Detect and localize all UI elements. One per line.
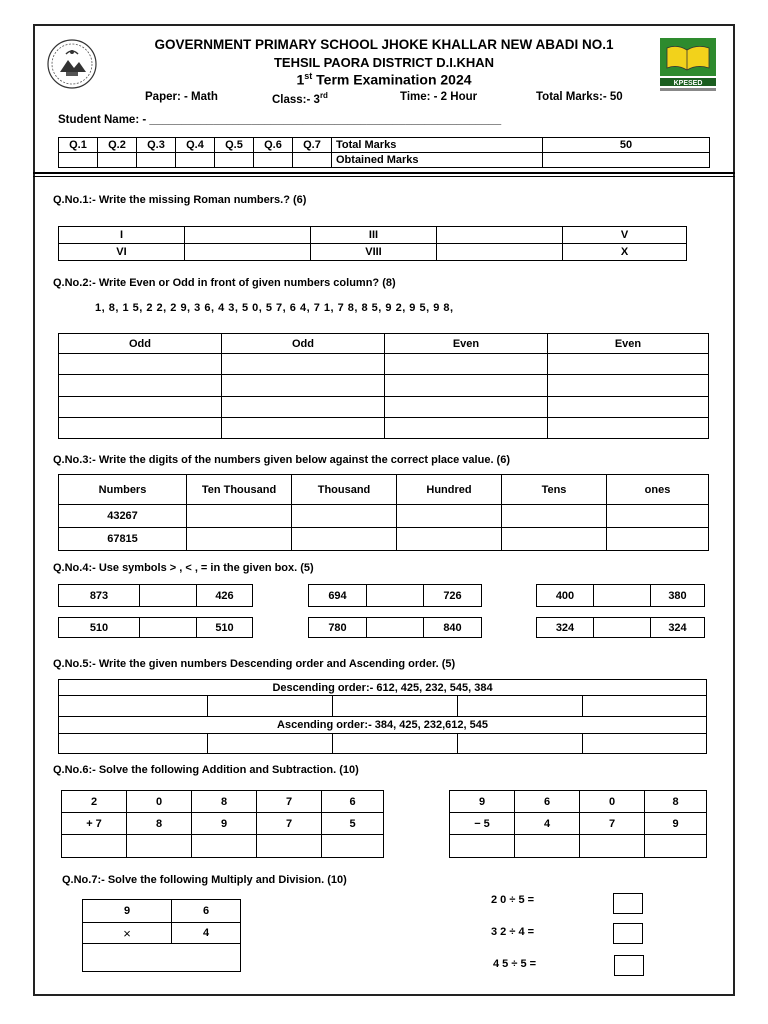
roman-cell: X [563, 244, 687, 261]
multiply-table [82, 899, 241, 972]
answer-cell[interactable] [502, 505, 607, 528]
compare-left: 873 [59, 585, 140, 607]
compare-left: 780 [309, 618, 367, 638]
digit-cell: 8 [127, 813, 192, 835]
digit-cell: 4 [515, 813, 580, 835]
svg-text:KPESED: KPESED [673, 80, 703, 87]
obtained-marks-label: Obtained Marks [332, 153, 543, 168]
digit-cell: 6 [515, 791, 580, 813]
answer-cell[interactable] [192, 835, 257, 858]
answer-cell[interactable] [127, 835, 192, 858]
answer-cell[interactable] [385, 397, 548, 418]
digit-cell: 7 [257, 813, 322, 835]
answer-cell[interactable] [385, 418, 548, 439]
division-answer-box[interactable] [613, 923, 643, 944]
roman-cell: V [563, 227, 687, 244]
total-marks-label: Total Marks:- 50 [536, 91, 623, 103]
q-header: Q.5 [215, 138, 254, 153]
q3-title: Q.No.3:- Write the digits of the numbers given below against the correct place value. (6) [53, 454, 510, 466]
compare-left: 694 [309, 585, 367, 607]
answer-cell[interactable] [59, 734, 208, 754]
answer-cell[interactable] [458, 734, 583, 754]
q6-title: Q.No.6:- Solve the following Addition and Subtraction. (10) [53, 764, 359, 776]
digit-cell: 4 [172, 923, 241, 944]
answer-cell[interactable] [583, 734, 707, 754]
answer-cell[interactable] [645, 835, 707, 858]
digit-cell: 6 [322, 791, 384, 813]
compare-right: 840 [424, 618, 482, 638]
compare-box [308, 617, 482, 638]
q-marks-cell[interactable] [59, 153, 98, 168]
column-header: Thousand [292, 475, 397, 505]
digit-cell: 0 [127, 791, 192, 813]
student-name-field[interactable]: Student Name: - _______________________________________________________ [58, 114, 502, 126]
compare-right: 426 [197, 585, 253, 607]
digit-cell: 8 [645, 791, 707, 813]
answer-cell[interactable] [187, 528, 292, 551]
answer-cell[interactable] [548, 375, 709, 397]
answer-cell[interactable] [583, 696, 707, 717]
q2-numbers: 1, 8, 1 5, 2 2, 2 9, 3 6, 4 3, 5 0, 5 7, 6 4, 7 1, 7 8, 8 5, 9 2, 9 5, 9 8, [95, 302, 454, 314]
answer-cell[interactable] [292, 528, 397, 551]
marks-table [58, 137, 710, 168]
column-header: Hundred [397, 475, 502, 505]
compare-box [58, 617, 253, 638]
answer-cell[interactable] [187, 505, 292, 528]
answer-cell[interactable] [515, 835, 580, 858]
division-answer-box[interactable] [614, 955, 644, 976]
roman-cell: VIII [311, 244, 437, 261]
q2-title: Q.No.2:- Write Even or Odd in front of given numbers column? (8) [53, 277, 396, 289]
digit-cell: 9 [450, 791, 515, 813]
q4-title: Q.No.4:- Use symbols > , < , = in the given box. (5) [53, 562, 314, 574]
total-marks-label: Total Marks [332, 138, 543, 153]
tehsil-name: TEHSIL PAORA DISTRICT D.I.KHAN [273, 55, 495, 70]
column-header: Numbers [59, 475, 187, 505]
roman-cell: III [311, 227, 437, 244]
answer-cell[interactable] [385, 354, 548, 375]
compare-left: 324 [537, 618, 594, 638]
number-cell: 67815 [59, 528, 187, 551]
answer-cell[interactable] [322, 835, 384, 858]
q-marks-cell[interactable] [176, 153, 215, 168]
digit-cell: 9 [83, 900, 172, 923]
q-header: Q.2 [98, 138, 137, 153]
answer-cell[interactable] [580, 835, 645, 858]
answer-cell[interactable] [548, 354, 709, 375]
answer-cell[interactable] [222, 375, 385, 397]
order-table [58, 679, 707, 754]
q-marks-cell[interactable] [98, 153, 137, 168]
digit-cell: 8 [192, 791, 257, 813]
answer-cell[interactable] [208, 734, 333, 754]
compare-box [308, 584, 482, 607]
column-header: ones [607, 475, 709, 505]
digit-cell: 0 [580, 791, 645, 813]
class-label: Class:- 3rd [272, 91, 328, 106]
digit-cell: 7 [257, 791, 322, 813]
roman-answer-cell[interactable] [185, 244, 311, 261]
compare-box [58, 584, 253, 607]
symbol-cell[interactable] [140, 585, 197, 607]
compare-box [536, 584, 705, 607]
answer-cell[interactable] [59, 375, 222, 397]
answer-cell[interactable] [397, 505, 502, 528]
answer-cell[interactable] [548, 418, 709, 439]
compare-left: 510 [59, 618, 140, 638]
addition-table [61, 790, 384, 858]
digit-cell: 5 [322, 813, 384, 835]
paper-label: Paper: - Math [145, 91, 218, 103]
column-header: Ten Thousand [187, 475, 292, 505]
roman-cell: I [59, 227, 185, 244]
answer-cell[interactable] [548, 397, 709, 418]
q-marks-cell[interactable] [254, 153, 293, 168]
compare-right: 510 [197, 618, 253, 638]
roman-table [58, 226, 687, 261]
symbol-cell[interactable] [367, 585, 424, 607]
q-header: Q.7 [293, 138, 332, 153]
q-marks-cell[interactable] [215, 153, 254, 168]
digit-cell: 7 [580, 813, 645, 835]
answer-cell[interactable] [397, 528, 502, 551]
subtraction-table [449, 790, 707, 858]
total-marks-value: 50 [543, 138, 710, 153]
digit-cell: 6 [172, 900, 241, 923]
place-value-table [58, 474, 709, 551]
symbol-cell[interactable] [367, 618, 424, 638]
answer-cell[interactable] [458, 696, 583, 717]
answer-cell[interactable] [292, 505, 397, 528]
division-problem: 3 2 ÷ 4 = [491, 926, 535, 938]
answer-cell[interactable] [222, 418, 385, 439]
answer-cell[interactable] [62, 835, 127, 858]
column-header: Tens [502, 475, 607, 505]
answer-cell[interactable] [333, 696, 458, 717]
q-header: Q.6 [254, 138, 293, 153]
descending-header: Descending order:- 612, 425, 232, 545, 384 [59, 680, 707, 696]
answer-cell[interactable] [59, 354, 222, 375]
q-header: Q.3 [137, 138, 176, 153]
divider [33, 176, 735, 177]
roman-cell: VI [59, 244, 185, 261]
answer-cell[interactable] [257, 835, 322, 858]
answer-cell[interactable] [333, 734, 458, 754]
digit-cell: + 7 [62, 813, 127, 835]
symbol-cell[interactable] [594, 585, 651, 607]
digit-cell: 9 [192, 813, 257, 835]
symbol-cell[interactable] [140, 618, 197, 638]
obtained-marks-cell[interactable] [543, 153, 710, 168]
time-label: Time: - 2 Hour [400, 91, 478, 103]
column-header: Even [385, 334, 548, 354]
answer-cell[interactable] [222, 354, 385, 375]
division-problem: 4 5 ÷ 5 = [493, 958, 537, 970]
number-cell: 43267 [59, 505, 187, 528]
compare-left: 400 [537, 585, 594, 607]
q7-title: Q.No.7:- Solve the following Multiply and Division. (10) [62, 874, 347, 886]
q-marks-cell[interactable] [137, 153, 176, 168]
q1-title: Q.No.1:- Write the missing Roman numbers.? (6) [53, 194, 307, 206]
compare-right: 726 [424, 585, 482, 607]
column-header: Odd [222, 334, 385, 354]
answer-cell[interactable] [607, 505, 709, 528]
answer-cell[interactable] [607, 528, 709, 551]
digit-cell: 9 [645, 813, 707, 835]
answer-cell[interactable] [208, 696, 333, 717]
answer-cell[interactable] [502, 528, 607, 551]
digit-cell: 2 [62, 791, 127, 813]
compare-right: 324 [651, 618, 705, 638]
q-marks-cell[interactable] [293, 153, 332, 168]
q-header: Q.1 [59, 138, 98, 153]
exam-title: 1st Term Examination 2024 [296, 71, 472, 88]
answer-cell[interactable] [59, 418, 222, 439]
column-header: Odd [59, 334, 222, 354]
symbol-cell[interactable] [594, 618, 651, 638]
answer-cell[interactable] [222, 397, 385, 418]
division-answer-box[interactable] [613, 893, 643, 914]
answer-cell[interactable] [83, 944, 241, 972]
divider [33, 172, 735, 174]
school-name: GOVERNMENT PRIMARY SCHOOL JHOKE KHALLAR NEW ABADI NO.1 [154, 37, 614, 52]
answer-cell[interactable] [59, 397, 222, 418]
even-odd-table [58, 333, 709, 439]
division-problem: 2 0 ÷ 5 = [491, 894, 535, 906]
roman-answer-cell[interactable] [437, 227, 563, 244]
q-header: Q.4 [176, 138, 215, 153]
ascending-header: Ascending order:- 384, 425, 232,612, 545 [59, 717, 707, 734]
digit-cell: − 5 [450, 813, 515, 835]
roman-answer-cell[interactable] [437, 244, 563, 261]
compare-box [536, 617, 705, 638]
answer-cell[interactable] [450, 835, 515, 858]
answer-cell[interactable] [385, 375, 548, 397]
roman-answer-cell[interactable] [185, 227, 311, 244]
q5-title: Q.No.5:- Write the given numbers Descending order and Ascending order. (5) [53, 658, 456, 670]
column-header: Even [548, 334, 709, 354]
compare-right: 380 [651, 585, 705, 607]
multiply-symbol: × [83, 923, 172, 944]
answer-cell[interactable] [59, 696, 208, 717]
